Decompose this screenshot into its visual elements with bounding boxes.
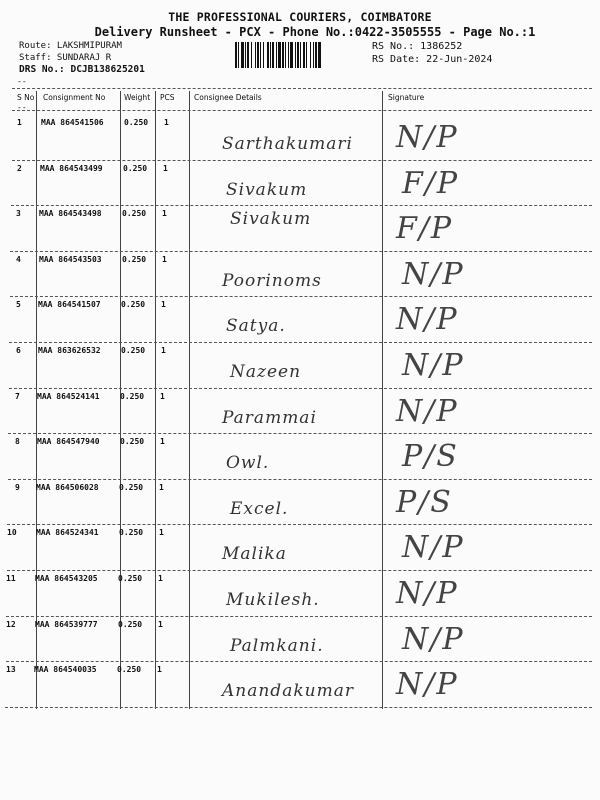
column-header-weight: Weight xyxy=(124,93,151,102)
row-weight: 0.250 xyxy=(121,300,146,310)
consignee-handwritten-name: Palmkani. xyxy=(230,635,324,656)
row-consignment-number: MAA 864541506 xyxy=(41,118,104,127)
row-consignment-number: MAA 864547940 xyxy=(37,437,100,447)
column-header-pcs: PCS xyxy=(160,93,175,102)
row-weight: 0.250 xyxy=(118,619,143,629)
row-divider xyxy=(12,160,592,161)
header-divider xyxy=(12,88,592,89)
delivery-signature-mark: F/P xyxy=(396,211,454,247)
row-divider xyxy=(9,388,592,389)
delivery-signature-mark: N/P xyxy=(396,576,459,611)
row-pieces: 1 xyxy=(164,118,169,127)
row-weight: 0.250 xyxy=(123,163,148,173)
row-weight: 0.250 xyxy=(124,118,149,127)
row-pieces: 1 xyxy=(162,209,167,219)
delivery-signature-mark: P/S xyxy=(396,484,453,520)
row-pieces: 1 xyxy=(160,437,165,447)
row-weight: 0.250 xyxy=(118,574,143,583)
row-serial-number: 9 xyxy=(15,482,20,492)
delivery-signature-mark: P/S xyxy=(402,439,459,475)
row-consignment-number: MAA 864506028 xyxy=(36,482,99,492)
rs-date: RS Date: 22-Jun-2024 xyxy=(372,54,493,65)
row-divider xyxy=(7,570,592,571)
row-divider xyxy=(7,524,592,525)
row-serial-number: 6 xyxy=(16,346,21,355)
row-weight: 0.250 xyxy=(121,346,146,355)
row-pieces: 1 xyxy=(158,574,163,583)
row-consignment-number: MAA 864524141 xyxy=(37,391,100,401)
delivery-signature-mark: F/P xyxy=(402,165,460,201)
row-divider xyxy=(6,661,592,662)
row-consignment-number: MAA 864541507 xyxy=(38,300,101,310)
row-serial-number: 10 xyxy=(7,528,17,538)
row-serial-number: 7 xyxy=(15,391,20,401)
row-serial-number: 12 xyxy=(6,619,16,629)
column-header-divider xyxy=(12,110,592,111)
row-divider xyxy=(5,707,592,708)
consignee-handwritten-name: Owl. xyxy=(226,453,270,474)
consignee-handwritten-name: Sivakum xyxy=(226,179,308,200)
page-title: THE PROFESSIONAL COURIERS, COIMBATORE xyxy=(168,10,432,24)
runsheet-meta-left xyxy=(19,40,145,76)
row-pieces: 1 xyxy=(159,482,164,492)
consignee-handwritten-name: Sarthakumari xyxy=(222,134,353,154)
delivery-signature-mark: N/P xyxy=(396,302,459,338)
row-weight: 0.250 xyxy=(120,391,145,401)
barcode-image xyxy=(235,42,363,68)
row-serial-number: 1 xyxy=(17,118,22,127)
row-weight: 0.250 xyxy=(117,665,142,675)
route-label: Route: LAKSHMIPURAM xyxy=(19,41,122,51)
row-serial-number: 4 xyxy=(16,254,21,264)
row-weight: 0.250 xyxy=(122,209,147,219)
row-serial-number: 3 xyxy=(16,209,21,219)
delivery-signature-mark: N/P xyxy=(402,256,465,292)
consignee-handwritten-name: Excel. xyxy=(230,498,289,519)
row-consignment-number: MAA 864539777 xyxy=(35,619,98,629)
row-serial-number: 2 xyxy=(17,163,22,173)
row-serial-number: 8 xyxy=(15,437,20,447)
page-subtitle: Delivery Runsheet - PCX - Phone No.:0422-3505555 - Page No.:1 xyxy=(94,25,536,39)
row-consignment-number: MAA 864543205 xyxy=(35,574,98,583)
row-pieces: 1 xyxy=(161,346,166,355)
column-header-sno-marks: -- xyxy=(17,103,27,112)
staff-label: Staff: SUNDARAJ R xyxy=(19,53,112,63)
row-consignment-number: MAA 864524341 xyxy=(36,528,99,538)
consignee-handwritten-name: Mukilesh. xyxy=(226,590,320,610)
row-pieces: 1 xyxy=(157,665,162,675)
row-serial-number: 5 xyxy=(16,300,21,310)
row-pieces: 1 xyxy=(163,163,168,173)
row-pieces: 1 xyxy=(158,619,163,629)
delivery-signature-mark: N/P xyxy=(402,621,465,657)
row-serial-number: 11 xyxy=(6,574,16,583)
row-divider xyxy=(11,205,592,206)
delivery-signature-mark: N/P xyxy=(396,667,459,703)
row-divider xyxy=(9,342,592,343)
row-serial-number: 13 xyxy=(6,665,16,675)
row-weight: 0.250 xyxy=(122,254,147,264)
consignee-handwritten-name: Sivakum xyxy=(230,209,312,230)
delivery-signature-mark: N/P xyxy=(402,530,465,566)
column-header-consignee: Consignee Details xyxy=(194,93,262,102)
drs-number: DRS No.: DCJB138625201 xyxy=(19,64,145,75)
barcode-bar xyxy=(321,42,322,68)
delivery-signature-mark: N/P xyxy=(396,120,459,155)
row-pieces: 1 xyxy=(160,391,165,401)
consignee-handwritten-name: Anandakumar xyxy=(222,681,354,702)
row-weight: 0.250 xyxy=(119,528,144,538)
consignee-handwritten-name: Parammai xyxy=(222,407,317,428)
consignee-handwritten-name: Nazeen xyxy=(230,362,302,382)
consignee-handwritten-name: Satya. xyxy=(226,316,286,337)
row-consignment-number: MAA 864543503 xyxy=(39,254,102,264)
row-consignment-number: MAA 864540035 xyxy=(34,665,97,675)
rs-number: RS No.: 1386252 xyxy=(372,41,463,52)
consignee-handwritten-name: Malika xyxy=(222,544,287,565)
row-divider xyxy=(10,251,592,252)
row-weight: 0.250 xyxy=(120,437,145,447)
row-consignment-number: MAA 863626532 xyxy=(38,346,101,355)
delivery-signature-mark: N/P xyxy=(396,393,459,429)
row-consignment-number: MAA 864543499 xyxy=(40,163,103,173)
row-weight: 0.250 xyxy=(119,482,144,492)
row-divider xyxy=(8,433,592,434)
row-pieces: 1 xyxy=(159,528,164,538)
runsheet-meta-right xyxy=(372,40,492,66)
consignee-handwritten-name: Poorinoms xyxy=(222,270,322,291)
column-header-signature: Signature xyxy=(388,93,425,102)
row-divider xyxy=(10,296,592,297)
column-header-sno: S No xyxy=(17,93,35,102)
row-pieces: 1 xyxy=(162,254,167,264)
row-divider xyxy=(8,479,592,480)
header-divider-marks: -- xyxy=(17,77,27,86)
row-pieces: 1 xyxy=(161,300,166,310)
column-header-consignment: Consignment No xyxy=(43,93,106,102)
row-consignment-number: MAA 864543498 xyxy=(39,209,102,219)
delivery-signature-mark: N/P xyxy=(402,348,465,383)
row-divider xyxy=(6,616,592,617)
